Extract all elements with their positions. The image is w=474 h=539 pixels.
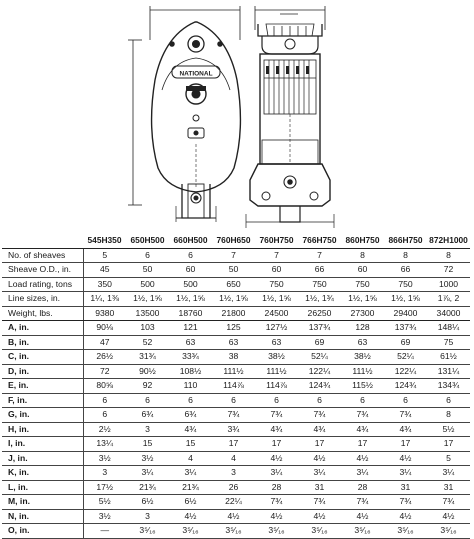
table-cell: 7: [255, 248, 298, 263]
table-cell: 4½: [341, 509, 384, 524]
row-label: H, in.: [2, 422, 83, 437]
table-row: [2, 393, 470, 408]
table-cell: 3⁵⁄₁₆: [126, 524, 169, 539]
table-row: [2, 408, 470, 423]
model-header: 766H750: [298, 234, 341, 248]
table-row: [2, 306, 470, 321]
table-cell: 8: [384, 248, 427, 263]
table-cell: 4½: [341, 451, 384, 466]
table-cell: 4½: [169, 509, 212, 524]
table-row: [2, 364, 470, 379]
table-cell: 22¼: [212, 495, 255, 510]
row-label: C, in.: [2, 350, 83, 365]
table-cell: 47: [83, 335, 126, 350]
table-cell: 63: [341, 335, 384, 350]
table-cell: 3¼: [169, 466, 212, 481]
table-cell: 63: [169, 335, 212, 350]
table-cell: 750: [384, 277, 427, 292]
model-header-row: [2, 234, 470, 248]
row-label: Weight, lbs.: [2, 306, 83, 321]
table-cell: 9380: [83, 306, 126, 321]
table-cell: 4¾: [384, 422, 427, 437]
row-label: D, in.: [2, 364, 83, 379]
table-cell: 5½: [83, 495, 126, 510]
table-cell: 38½: [341, 350, 384, 365]
model-header: 650H500: [126, 234, 169, 248]
table-cell: 108½: [169, 364, 212, 379]
table-cell: 6: [169, 393, 212, 408]
table-cell: 7: [298, 248, 341, 263]
table-cell: 66: [298, 263, 341, 278]
table-cell: 3¼: [384, 466, 427, 481]
table-cell: 27300: [341, 306, 384, 321]
table-cell: 4½: [427, 509, 470, 524]
table-cell: 114⅞: [255, 379, 298, 394]
table-cell: 61½: [427, 350, 470, 365]
table-row: [2, 495, 470, 510]
block-side-view: [246, 24, 334, 228]
table-cell: 6½: [169, 495, 212, 510]
table-cell: 63: [212, 335, 255, 350]
table-row: [2, 451, 470, 466]
table-cell: 1⅞, 2: [427, 292, 470, 307]
table-cell: 28: [255, 480, 298, 495]
table-cell: 122¼: [298, 364, 341, 379]
table-cell: 128: [341, 321, 384, 336]
row-label: I, in.: [2, 437, 83, 452]
table-row: [2, 263, 470, 278]
table-cell: 92: [126, 379, 169, 394]
model-header: 872H1000: [427, 234, 470, 248]
table-cell: 7¾: [298, 408, 341, 423]
table-cell: 17½: [83, 480, 126, 495]
table-cell: 750: [255, 277, 298, 292]
table-cell: 6: [126, 248, 169, 263]
table-row: [2, 509, 470, 524]
table-cell: 5: [83, 248, 126, 263]
table-row: [2, 277, 470, 292]
table-cell: 3¼: [126, 466, 169, 481]
table-cell: 26: [212, 480, 255, 495]
row-label: No. of sheaves: [2, 248, 83, 263]
table-cell: 7¾: [427, 495, 470, 510]
table-cell: 148¼: [427, 321, 470, 336]
table-cell: 125: [212, 321, 255, 336]
row-label: F, in.: [2, 393, 83, 408]
table-cell: 17: [384, 437, 427, 452]
table-cell: 31¾: [126, 350, 169, 365]
table-cell: 7¾: [341, 408, 384, 423]
table-cell: 66: [384, 263, 427, 278]
table-cell: 7¾: [298, 495, 341, 510]
table-cell: 3⁵⁄₁₆: [169, 524, 212, 539]
table-cell: 6: [341, 393, 384, 408]
model-header: 860H750: [341, 234, 384, 248]
spec-table-body: [2, 248, 470, 538]
table-cell: 90⅛: [83, 321, 126, 336]
table-cell: 3¼: [341, 466, 384, 481]
table-cell: 4½: [298, 509, 341, 524]
table-cell: 3¼: [255, 466, 298, 481]
table-cell: 127½: [255, 321, 298, 336]
table-cell: 3⁵⁄₁₆: [298, 524, 341, 539]
specification-table: [2, 234, 470, 539]
table-cell: 17: [212, 437, 255, 452]
table-cell: 1½, 1⅝: [212, 292, 255, 307]
table-cell: 24500: [255, 306, 298, 321]
table-cell: 26250: [298, 306, 341, 321]
table-row: [2, 422, 470, 437]
table-cell: 4½: [298, 451, 341, 466]
model-header: 760H750: [255, 234, 298, 248]
row-label: L, in.: [2, 480, 83, 495]
table-row: [2, 335, 470, 350]
table-cell: 4¾: [341, 422, 384, 437]
dimension-lines-left: [128, 40, 142, 205]
table-cell: 90½: [126, 364, 169, 379]
table-cell: 15: [126, 437, 169, 452]
table-cell: 4½: [384, 451, 427, 466]
table-cell: 21¾: [169, 480, 212, 495]
brand-plate-label: NATIONAL: [179, 70, 213, 78]
table-cell: 110: [169, 379, 212, 394]
table-cell: 1½, 1⅝: [255, 292, 298, 307]
table-cell: 3¼: [427, 466, 470, 481]
table-cell: 50: [212, 263, 255, 278]
table-cell: 8: [427, 408, 470, 423]
table-cell: 6: [126, 393, 169, 408]
table-cell: 52¼: [298, 350, 341, 365]
table-row: [2, 437, 470, 452]
table-cell: 5½: [427, 422, 470, 437]
table-cell: 60: [341, 263, 384, 278]
table-cell: 131¼: [427, 364, 470, 379]
table-cell: 3½: [126, 451, 169, 466]
row-label: N, in.: [2, 509, 83, 524]
table-cell: 50: [126, 263, 169, 278]
table-cell: 4¾: [298, 422, 341, 437]
table-cell: 26½: [83, 350, 126, 365]
table-cell: 137¾: [384, 321, 427, 336]
table-cell: 500: [126, 277, 169, 292]
header-corner: [2, 234, 83, 248]
table-cell: 7¾: [384, 495, 427, 510]
table-cell: 6: [255, 393, 298, 408]
table-cell: 3: [212, 466, 255, 481]
table-cell: 75: [427, 335, 470, 350]
table-cell: 18760: [169, 306, 212, 321]
table-cell: 13500: [126, 306, 169, 321]
table-row: [2, 480, 470, 495]
table-cell: 8: [427, 248, 470, 263]
table-cell: 5: [427, 451, 470, 466]
table-cell: 7¾: [255, 408, 298, 423]
table-cell: 7¾: [384, 408, 427, 423]
table-cell: 3⁵⁄₁₆: [427, 524, 470, 539]
table-cell: 3: [126, 509, 169, 524]
model-header: 545H350: [83, 234, 126, 248]
table-cell: 7¾: [212, 408, 255, 423]
table-cell: 4¾: [169, 422, 212, 437]
table-cell: 31: [427, 480, 470, 495]
row-label: G, in.: [2, 408, 83, 423]
table-cell: 8: [341, 248, 384, 263]
table-cell: 137¾: [298, 321, 341, 336]
row-label: M, in.: [2, 495, 83, 510]
block-front-view: [152, 22, 241, 222]
table-cell: 3⁵⁄₁₆: [341, 524, 384, 539]
table-row: [2, 248, 470, 263]
table-cell: 52¼: [384, 350, 427, 365]
table-row: [2, 321, 470, 336]
row-label: E, in.: [2, 379, 83, 394]
table-cell: 6: [212, 393, 255, 408]
table-cell: 4¾: [255, 422, 298, 437]
row-label: K, in.: [2, 466, 83, 481]
table-cell: 3⁵⁄₁₆: [212, 524, 255, 539]
table-cell: 1000: [427, 277, 470, 292]
table-cell: 63: [255, 335, 298, 350]
table-cell: 3⁵⁄₁₆: [255, 524, 298, 539]
table-cell: 1¼, 1⅜: [83, 292, 126, 307]
table-cell: 3½: [83, 451, 126, 466]
table-cell: 33¾: [169, 350, 212, 365]
table-cell: 13¼: [83, 437, 126, 452]
block-technical-drawing: [0, 0, 474, 232]
table-cell: 69: [298, 335, 341, 350]
table-cell: 4½: [255, 451, 298, 466]
table-cell: 45: [83, 263, 126, 278]
table-cell: 1½, 1⅝: [126, 292, 169, 307]
row-label: Load rating, tons: [2, 277, 83, 292]
table-cell: 7: [212, 248, 255, 263]
model-header: 760H650: [212, 234, 255, 248]
table-cell: 114⅞: [212, 379, 255, 394]
row-label: Line sizes, in.: [2, 292, 83, 307]
table-cell: 500: [169, 277, 212, 292]
table-cell: 111½: [341, 364, 384, 379]
table-cell: 3½: [83, 509, 126, 524]
table-cell: 3¼: [298, 466, 341, 481]
table-cell: 1½, 1¾: [298, 292, 341, 307]
row-label: Sheave O.D., in.: [2, 263, 83, 278]
table-cell: 17: [298, 437, 341, 452]
table-cell: 6: [427, 393, 470, 408]
table-cell: 1½, 1⅝: [169, 292, 212, 307]
table-cell: 6: [169, 248, 212, 263]
model-header: 866H750: [384, 234, 427, 248]
table-cell: 111½: [212, 364, 255, 379]
table-cell: 38: [212, 350, 255, 365]
row-label: O, in.: [2, 524, 83, 539]
table-cell: 4½: [255, 509, 298, 524]
table-cell: 7¾: [255, 495, 298, 510]
table-cell: 750: [341, 277, 384, 292]
table-row: [2, 466, 470, 481]
table-cell: 350: [83, 277, 126, 292]
row-label: B, in.: [2, 335, 83, 350]
table-cell: 6: [83, 393, 126, 408]
table-cell: 4½: [212, 509, 255, 524]
row-label: A, in.: [2, 321, 83, 336]
table-cell: 4½: [384, 509, 427, 524]
table-cell: 38½: [255, 350, 298, 365]
table-cell: 115½: [341, 379, 384, 394]
table-row: [2, 379, 470, 394]
table-cell: 6¾: [169, 408, 212, 423]
table-cell: 3¾: [212, 422, 255, 437]
table-cell: 3: [126, 422, 169, 437]
table-cell: 122¼: [384, 364, 427, 379]
table-cell: 17: [427, 437, 470, 452]
table-cell: 4: [169, 451, 212, 466]
table-cell: 124¾: [384, 379, 427, 394]
table-cell: 111½: [255, 364, 298, 379]
table-cell: 31: [384, 480, 427, 495]
table-cell: 1½, 1⅝: [341, 292, 384, 307]
table-cell: 60: [255, 263, 298, 278]
table-cell: 134¾: [427, 379, 470, 394]
table-cell: 21800: [212, 306, 255, 321]
model-header: 660H500: [169, 234, 212, 248]
table-cell: 28: [341, 480, 384, 495]
table-cell: 1½, 1⅝: [384, 292, 427, 307]
table-cell: 80⅝: [83, 379, 126, 394]
table-cell: 69: [384, 335, 427, 350]
table-cell: 3⁵⁄₁₆: [384, 524, 427, 539]
table-cell: 6: [83, 408, 126, 423]
table-cell: 4: [212, 451, 255, 466]
table-cell: 6¾: [126, 408, 169, 423]
table-cell: 21¾: [126, 480, 169, 495]
table-row: [2, 524, 470, 539]
table-cell: 52: [126, 335, 169, 350]
table-cell: 750: [298, 277, 341, 292]
table-cell: —: [83, 524, 126, 539]
table-cell: 29400: [384, 306, 427, 321]
table-cell: 6½: [126, 495, 169, 510]
table-row: [2, 350, 470, 365]
table-cell: 650: [212, 277, 255, 292]
table-cell: 7¾: [341, 495, 384, 510]
table-cell: 6: [298, 393, 341, 408]
table-cell: 60: [169, 263, 212, 278]
table-cell: 121: [169, 321, 212, 336]
row-label: J, in.: [2, 451, 83, 466]
table-cell: 72: [427, 263, 470, 278]
table-cell: 3: [83, 466, 126, 481]
table-cell: 17: [255, 437, 298, 452]
table-cell: 17: [341, 437, 384, 452]
table-cell: 2½: [83, 422, 126, 437]
table-cell: 124¾: [298, 379, 341, 394]
table-cell: 103: [126, 321, 169, 336]
table-cell: 31: [298, 480, 341, 495]
table-cell: 6: [384, 393, 427, 408]
table-cell: 34000: [427, 306, 470, 321]
table-cell: 15: [169, 437, 212, 452]
table-cell: 72: [83, 364, 126, 379]
table-row: [2, 292, 470, 307]
